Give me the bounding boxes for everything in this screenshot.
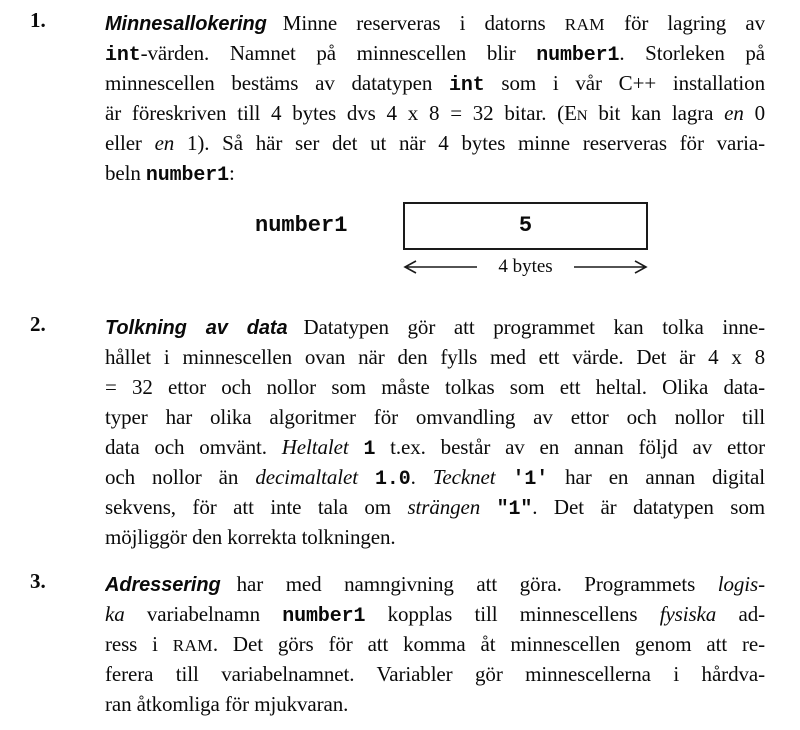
text-run: hållet i minnescellen ovan när den fylls med ett värde. Det är 4 x 8 (105, 345, 765, 369)
section-container-1 (30, 8, 765, 188)
text-run: = 32 ettor och nollor som måste tolkas som ett heltal. Olika data- (105, 375, 765, 399)
text-run: ka (105, 602, 125, 626)
text-run: Heltalet (281, 435, 349, 459)
text-run: har en annan digital (548, 465, 765, 489)
text-run: ress i (105, 632, 173, 656)
text-run: RAM (172, 636, 213, 655)
text-run: minnescellen bestäms av datatypen (105, 71, 450, 95)
text-run: kopplas till minnescellens (365, 602, 660, 626)
text-run: number1 (282, 604, 366, 627)
text-line (105, 68, 765, 98)
text-line (105, 158, 765, 188)
text-run: 0 (743, 101, 765, 125)
text-line (105, 128, 765, 158)
text-run: 1 (363, 437, 376, 460)
text-run: RAM (564, 15, 605, 34)
text-run: 1.0 (374, 467, 411, 490)
text-run: int (449, 73, 485, 96)
left-arrow-icon (403, 259, 477, 275)
text-run: strängen (407, 495, 481, 519)
section-heading: Minnesallokering (105, 13, 267, 35)
text-line (105, 492, 765, 522)
text-run: 1). Så här ser det ut när 4 bytes minne reserveras för varia- (174, 131, 765, 155)
text-run: int (105, 43, 141, 66)
section-number: 1. (30, 8, 46, 32)
text-run (495, 465, 512, 489)
text-run: en (724, 101, 744, 125)
text-run: En (564, 101, 588, 125)
width-label: 4 bytes (498, 256, 553, 277)
text-line (105, 689, 765, 719)
section-container-3 (30, 569, 765, 719)
text-line (105, 98, 765, 128)
text-line (105, 402, 765, 432)
text-line (105, 462, 765, 492)
text-run: är föreskriven till 4 bytes dvs 4 x 8 = 32 bitar. ( (105, 101, 565, 125)
text-line (105, 312, 765, 342)
text-run: ran åtkomliga för mjukvaran. (105, 692, 349, 716)
text-run: . Det görs för att komma åt minnescellen genom att re- (212, 632, 765, 656)
text-line (105, 659, 765, 689)
text-run: typer har olika algoritmer för omvandling av ettor och nollor till (105, 405, 765, 429)
section-heading: Adressering (105, 574, 221, 596)
text-line (105, 372, 765, 402)
text-run: ferera till variabelnamnet. Variabler gör minnescellerna i hårdva- (105, 662, 765, 686)
text-run (349, 435, 364, 459)
text-run: Minne reserveras i datorns (282, 11, 565, 35)
text-run: number1 (536, 43, 620, 66)
section (30, 8, 765, 188)
text-line (105, 38, 765, 68)
variable-name-label: number1 (255, 213, 348, 238)
text-run: . (410, 465, 433, 489)
section-container-2 (30, 312, 765, 552)
text-run: '1' (512, 467, 549, 490)
text-run (480, 495, 497, 519)
text-run (358, 465, 375, 489)
text-run: : (228, 161, 235, 185)
text-run: data och omvänt. (105, 435, 282, 459)
text-run: och nollor än (105, 465, 256, 489)
right-arrow-icon (574, 259, 648, 275)
text-run: . Det är datatypen som (532, 495, 765, 519)
text-run: variabelnamn (124, 602, 283, 626)
text-line (105, 432, 765, 462)
text-run: möjliggör den korrekta tolkningen. (105, 525, 396, 549)
memory-cell-value: 5 (518, 213, 533, 238)
memory-cell-box (403, 202, 648, 250)
text-run: logis- (717, 572, 765, 596)
width-indicator (403, 256, 648, 278)
text-line (105, 8, 765, 38)
text-run: en (154, 131, 175, 155)
text-line (105, 629, 765, 659)
text-line (105, 569, 765, 599)
text-run: t.ex. består av en annan följd av ettor (375, 435, 765, 459)
text-run: Datatypen gör att programmet kan tolka inne- (303, 315, 765, 339)
text-run: har med namngivning att göra. Programmets (236, 572, 718, 596)
text-run: -värden. Namnet på minnescellen blir (140, 41, 537, 65)
section-number: 2. (30, 312, 46, 336)
section-number: 3. (30, 569, 46, 593)
text-line (105, 599, 765, 629)
text-run: fysiska (659, 602, 717, 626)
text-run: "1" (496, 497, 533, 520)
memory-diagram (255, 202, 765, 280)
text-run: bit kan lagra (587, 101, 725, 125)
text-run: sekvens, för att inte tala om (105, 495, 408, 519)
text-run: eller (105, 131, 155, 155)
section-heading: Tolkning av data (105, 317, 288, 339)
text-run: decimaltalet (255, 465, 358, 489)
memory-cell (403, 202, 648, 278)
text-run: number1 (145, 163, 229, 186)
section (30, 569, 765, 719)
text-line (105, 522, 765, 552)
text-run: som i vår C++ installation (484, 71, 765, 95)
section (30, 312, 765, 552)
text-run: ad- (716, 602, 765, 626)
text-run: beln (105, 161, 146, 185)
text-run: för lagring av (604, 11, 765, 35)
text-run: . Storleken på (619, 41, 765, 65)
text-run: Tecknet (432, 465, 496, 489)
text-line (105, 342, 765, 372)
